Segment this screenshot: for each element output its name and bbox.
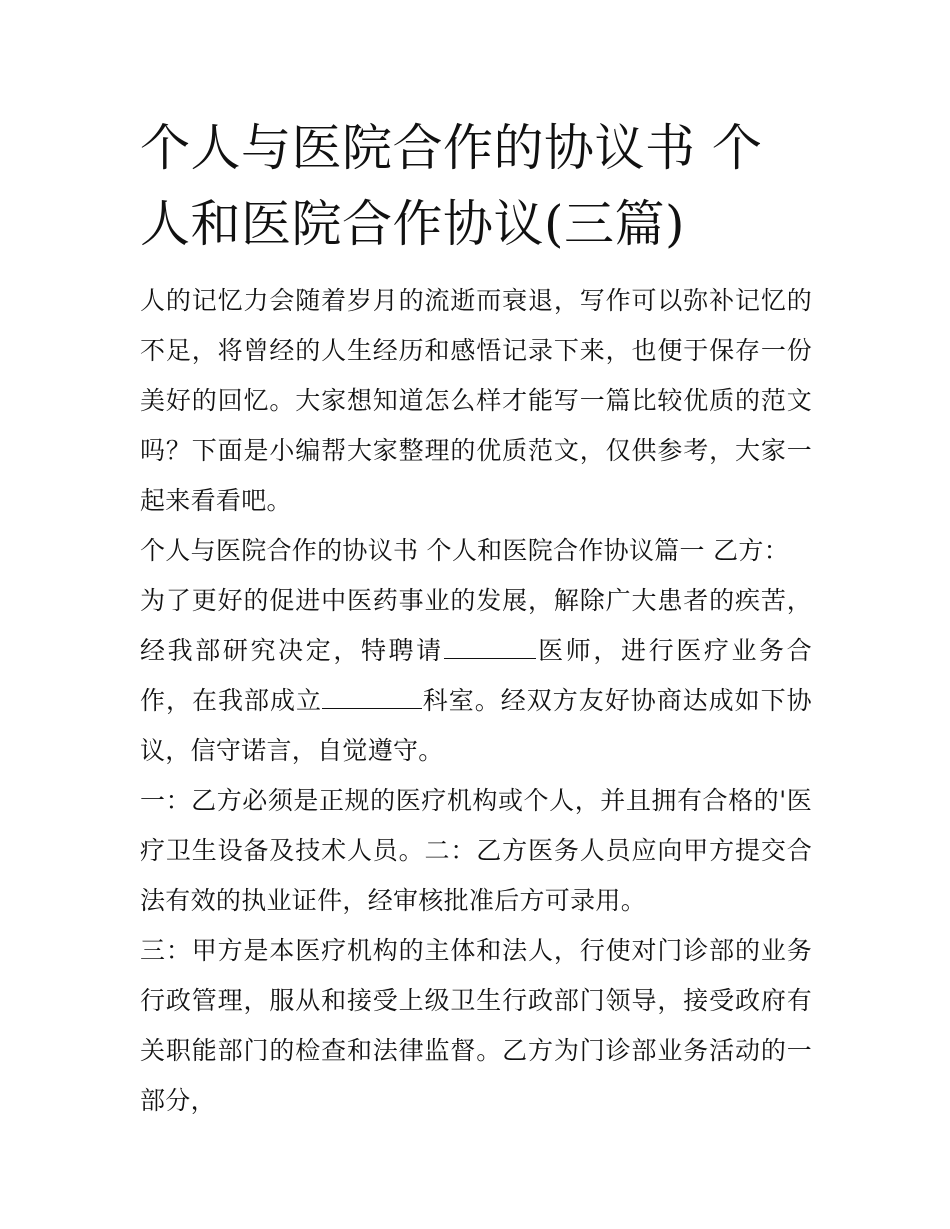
- agreement-text-part-3: 科室。经双方友好协商达成如下协议，信守诺言，自觉遵守。: [140, 686, 812, 765]
- document-title: 个人与医院合作的协议书 个人和医院合作协议(三篇): [140, 119, 763, 253]
- intro-paragraph: 人的记忆力会随着岁月的流逝而衰退，写作可以弥补记忆的不足，将曾经的人生经历和感悟记录下来，也便于保存一份美好的回忆。大家想知道怎么样才能写一篇比较优质的范文吗？下面是小编帮大家整理的优质范文，仅供参考，大家一起来看看吧。: [140, 286, 812, 515]
- clause-3-paragraph: 三：甲方是本医疗机构的主体和法人，行使对门诊部的业务行政管理，服从和接受上级卫生行政部门领导，接受政府有关职能部门的检查和法律监督。乙方为门诊部业务活动的一部分，: [140, 936, 812, 1115]
- agreement-text-part-2: 医师，进行医疗业务合作，在我部成立: [140, 636, 812, 715]
- agreement-text-part-1: 为了更好的促进中医药事业的发展，解除广大患者的疾苦，经我部研究决定，特聘请: [140, 586, 812, 665]
- agreement-paragraph: [140, 576, 812, 776]
- document-page: [140, 110, 812, 1126]
- section-heading: 个人与医院合作的协议书 个人和医院合作协议篇一 乙方：: [140, 536, 789, 565]
- doctor-name-blank: [444, 634, 536, 659]
- department-name-blank: [322, 684, 422, 709]
- clause-1-2-paragraph: 一：乙方必须是正规的医疗机构或个人，并且拥有合格的'医疗卫生设备及技术人员。二：乙方医务人员应向甲方提交合法有效的执业证件，经审核批准后方可录用。: [140, 786, 812, 915]
